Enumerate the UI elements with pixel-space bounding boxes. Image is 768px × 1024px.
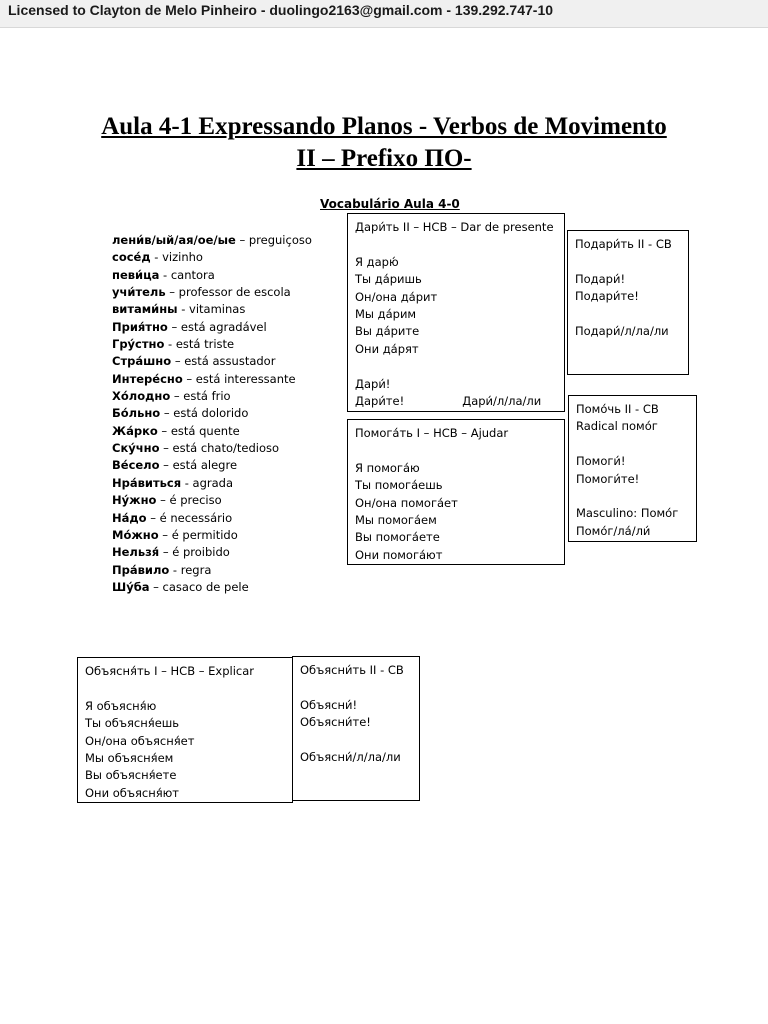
- vocab-word: Жа́рко: [112, 423, 158, 438]
- conjugation-line: Мы да́рим: [355, 306, 417, 321]
- conjugation-line: Я объясня́ю: [85, 698, 157, 713]
- conjugation-line: Ты объясня́ешь: [85, 716, 180, 731]
- vocab-item: [112, 423, 312, 440]
- imperative-line: Подари́!: [575, 271, 626, 286]
- license-banner: [0, 0, 768, 28]
- vocab-item: [112, 527, 312, 544]
- vocab-meaning: – é preciso: [156, 493, 222, 508]
- vocab-item: [112, 232, 312, 249]
- vocab-word: учи́тель: [112, 285, 166, 300]
- vocab-meaning: – está agradável: [167, 319, 267, 334]
- imperative-plural: Дари́те!: [355, 393, 405, 408]
- past-forms: Дари́/л/ла/ли: [462, 393, 542, 408]
- vocab-word: Мо́жно: [112, 527, 159, 542]
- vocab-word: Стра́шно: [112, 354, 172, 369]
- vocab-meaning: – está dolorido: [160, 406, 249, 421]
- imperative-line: Дари́!: [355, 376, 391, 391]
- vocab-word: Шу́ба: [112, 579, 150, 594]
- vocab-meaning: - está triste: [164, 337, 235, 352]
- vocab-list: [112, 232, 312, 596]
- conjugation-line: Они помога́ют: [355, 547, 443, 562]
- vocab-meaning: – preguiçoso: [235, 233, 312, 247]
- vocab-word: певи́ца: [112, 267, 160, 282]
- vocab-meaning: – é proibido: [159, 545, 230, 560]
- vocab-word: Пра́вило: [112, 562, 170, 577]
- vocab-meaning: – está assustador: [171, 354, 276, 369]
- vocab-item: [112, 579, 312, 596]
- vocab-item: [112, 475, 312, 492]
- box-heading: Помога́ть I – НСВ – Ajudar: [355, 426, 509, 440]
- vocab-meaning: – está frio: [170, 389, 231, 404]
- conjugation-line: Они да́рят: [355, 341, 419, 356]
- past-forms: Объясни́/л/ла/ли: [300, 749, 401, 764]
- conjugation-line: Он/она объясня́ет: [85, 733, 195, 748]
- box-heading: Помо́чь II - СВ: [576, 402, 659, 416]
- vocab-word: Ску́чно: [112, 441, 160, 456]
- vocab-word: На́до: [112, 510, 147, 525]
- page-title-line-2: II – Prefixo ПО-: [296, 145, 472, 172]
- vocab-item: [112, 284, 312, 301]
- vocab-meaning: – é permitido: [158, 527, 238, 542]
- vocab-word: Нельзя́: [112, 545, 160, 560]
- vocab-item: [112, 510, 312, 527]
- conjugation-line: Они объясня́ют: [85, 785, 180, 800]
- box-heading: Дари́ть II – НСВ – Dar de presente: [355, 220, 554, 234]
- vocab-item: [112, 440, 312, 457]
- box-heading: Объясня́ть I – НСВ – Explicar: [85, 664, 255, 678]
- vocab-meaning: – está chato/tedioso: [159, 441, 280, 456]
- conjugation-line: Мы помога́ем: [355, 512, 437, 527]
- vocab-meaning: – está quente: [157, 423, 240, 438]
- conjugation-line: Я помога́ю: [355, 460, 420, 475]
- past-forms: Подари́/л/ла/ли: [575, 323, 669, 338]
- vocab-meaning: – é necessário: [146, 510, 233, 525]
- vocab-word: Ве́село: [112, 458, 160, 473]
- box-pomoch: [568, 395, 697, 542]
- vocab-item: [112, 319, 312, 336]
- conjugation-line: Вы объясня́ете: [85, 768, 177, 783]
- conjugation-line: Вы да́рите: [355, 324, 420, 339]
- masculine-line: Masculino: Помо́г: [576, 506, 679, 521]
- vocab-item: [112, 353, 312, 370]
- conjugation-line: Он/она помога́ет: [355, 495, 458, 510]
- radical-line: Radical помо́г: [576, 419, 658, 434]
- conjugation-line: Мы объясня́ем: [85, 750, 174, 765]
- vocab-item: [112, 492, 312, 509]
- vocab-word: сосе́д: [112, 250, 151, 265]
- vocab-meaning: - vitaminas: [177, 302, 246, 317]
- vocab-meaning: - cantora: [159, 267, 215, 282]
- vocab-item: [112, 544, 312, 561]
- vocab-item: [112, 267, 312, 284]
- imperative-line: Помоги́те!: [576, 471, 640, 486]
- conjugation-line: Вы помога́ете: [355, 530, 440, 545]
- vocab-item: [112, 301, 312, 318]
- vocab-meaning: - agrada: [181, 475, 234, 490]
- vocab-item: [112, 457, 312, 474]
- license-text: Licensed to Clayton de Melo Pinheiro - duolingo2163@gmail.com - 139.292.747-10: [8, 2, 554, 18]
- imperative-past-line: [355, 393, 564, 410]
- box-pomogat: [347, 419, 565, 565]
- vocab-meaning: - vizinho: [150, 250, 203, 265]
- vocab-item: [112, 371, 312, 388]
- vocab-item: [112, 249, 312, 266]
- vocab-word: Хо́лодно: [112, 389, 171, 404]
- conjugation-line: Ты помога́ешь: [355, 478, 443, 493]
- page-title-line-1: Aula 4-1 Expressando Planos - Verbos de Movimento: [101, 113, 667, 140]
- vocab-item: [112, 562, 312, 579]
- conjugation-line: Я дарю́: [355, 254, 399, 269]
- vocab-heading: Vocabulário Aula 4-0: [320, 197, 460, 211]
- box-heading: Объясни́ть II - СВ: [300, 663, 404, 677]
- vocab-word: лени́в/ый/ая/ое/ые: [112, 233, 236, 247]
- vocab-meaning: - regra: [169, 562, 212, 577]
- conjugation-line: Ты да́ришь: [355, 272, 422, 287]
- vocab-word: витами́ны: [112, 302, 178, 317]
- box-podarit: [567, 230, 689, 375]
- vocab-meaning: – está interessante: [182, 371, 296, 386]
- vocab-item: [112, 336, 312, 353]
- imperative-line: Объясни́те!: [300, 715, 371, 730]
- past-forms: Помо́г/ла́/ли́: [576, 523, 651, 538]
- imperative-line: Подари́те!: [575, 289, 639, 304]
- imperative-line: Помоги́!: [576, 454, 626, 469]
- vocab-meaning: – casaco de pele: [149, 579, 249, 594]
- box-darit: [347, 213, 565, 412]
- imperative-line: Объясни́!: [300, 697, 358, 712]
- vocab-word: Ну́жно: [112, 493, 157, 508]
- vocab-meaning: – está alegre: [159, 458, 238, 473]
- box-obyasnit: [292, 656, 420, 801]
- vocab-word: Нра́виться: [112, 475, 182, 490]
- vocab-word: Интере́сно: [112, 371, 183, 386]
- vocab-word: Гру́стно: [112, 337, 165, 352]
- vocab-word: Прия́тно: [112, 319, 168, 334]
- conjugation-line: Он/она да́рит: [355, 289, 438, 304]
- vocab-word: Бо́льно: [112, 406, 161, 421]
- vocab-item: [112, 405, 312, 422]
- vocab-meaning: – professor de escola: [165, 285, 291, 300]
- box-obyasnyat: [77, 657, 293, 803]
- vocab-item: [112, 388, 312, 405]
- box-heading: Подари́ть II - СВ: [575, 237, 672, 251]
